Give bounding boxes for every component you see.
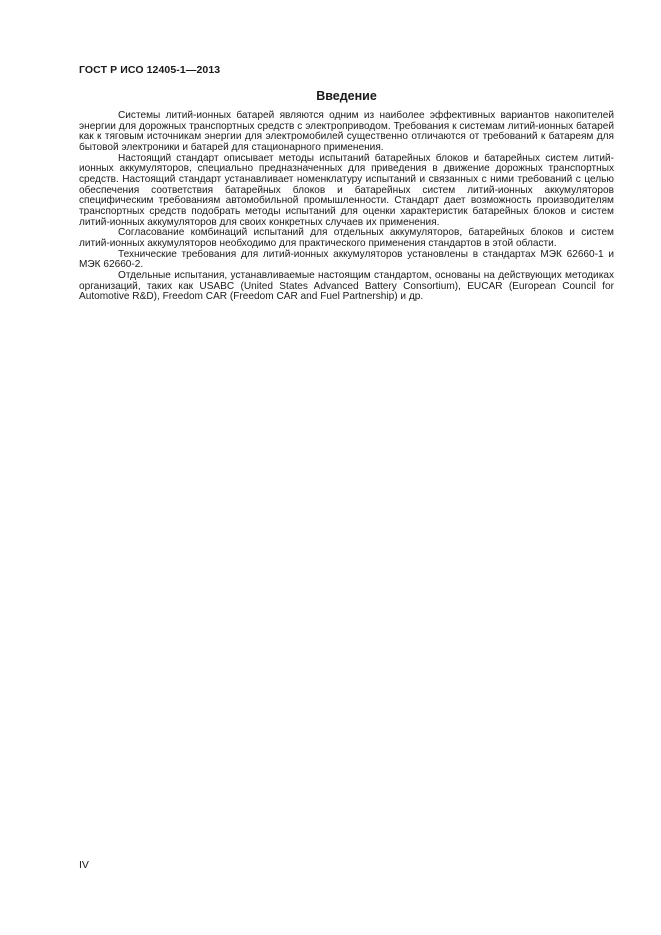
paragraph: Системы литий-ионных батарей являются одним из наиболее эффективных вариантов накопителей энергии для дорожных транспортных средств с электроприводом. Требования к системам литий-ионных батарей как к тяговым источникам энергии для электромобилей существенно отличаются от требований к батареям для бытовой электроники и батарей для стационарного применения. <box>79 110 614 153</box>
paragraph: Согласование комбинаций испытаний для отдельных аккумуляторов, батарейных блоков и систем литий-ионных аккумуляторов необходимо для практического применения стандартов в этой области. <box>79 227 614 249</box>
body-text <box>79 111 614 303</box>
paragraph: Настоящий стандарт описывает методы испытаний батарейных блоков и батарейных систем литий-ионных аккумуляторов, специально предназначенных для приведения в движение дорожных транспортных средств. Настоящий стандарт устанавливает номенклатуру испытаний и связанных с ними требований с целью обеспечения соответствия батарейных блоков и батарейных систем литий-ионных аккумуляторов специфическим требованиям автомобильной промышленности. Стандарт дает возможность производителям транспортных средств подобрать методы испытаний для оценки характеристик батарейных блоков и систем литий-ионных аккумуляторов для своих конкретных случаев их применения. <box>79 152 614 228</box>
section-title: Введение <box>316 89 377 103</box>
document-header: ГОСТ Р ИСО 12405-1—2013 <box>79 64 221 76</box>
page-number: IV <box>79 859 89 871</box>
paragraph: Технические требования для литий-ионных аккумуляторов установлены в стандартах МЭК 62660-1 и МЭК 62660-2. <box>79 248 614 271</box>
paragraph: Отдельные испытания, устанавливаемые настоящим стандартом, основаны на действующих методиках организаций, таких как USABC (United States Advanced Battery Consortium), EUCAR (European Council for Automotive R&D), Freedom CAR (Freedom CAR and Fuel Partnership) и др. <box>79 269 614 303</box>
